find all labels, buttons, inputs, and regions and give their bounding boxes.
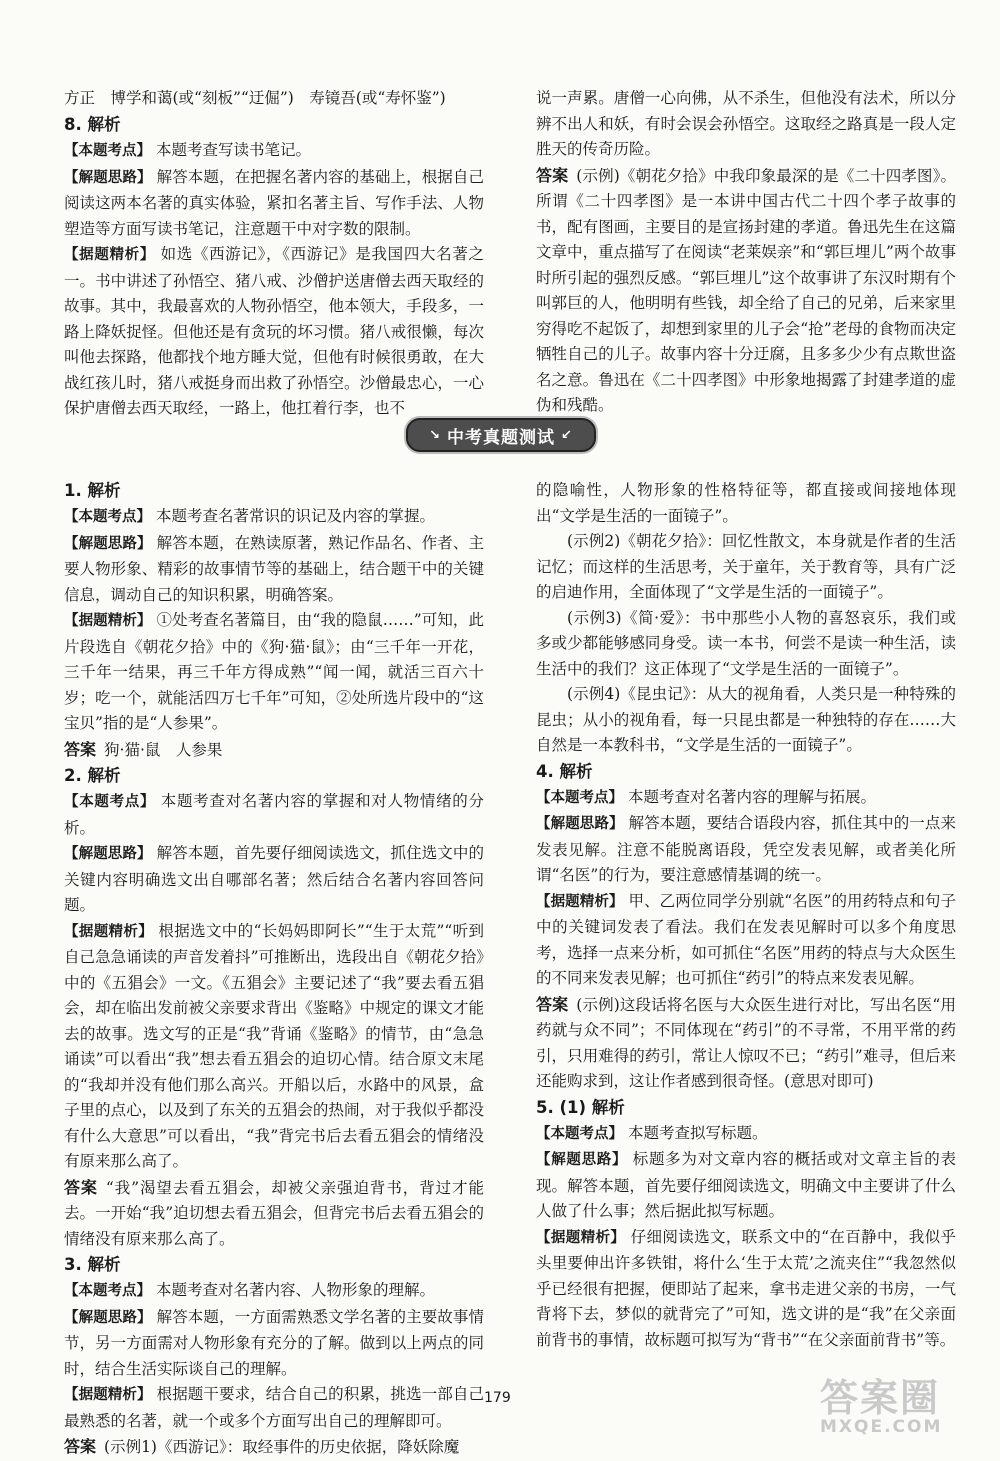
watermark-logo: [820, 1378, 990, 1438]
q4-jingxi: 【据题精析】 甲、乙两位同学分别就“名医”的用药特点和句子中的关键词发表了看法。我们在发表见解时可以多个角度思考，选择一点来分析，如可抓住“名医”用药的特点与大众医生的不同来发表见解；也可抓住“药引”的特点来发表见解。: [536, 891, 957, 987]
q4-heading: 4. 解析: [536, 761, 593, 781]
q8-jingxi: 【据题精析】 如选《西游记》，《西游记》是我国四大名著之一。书中讲述了孙悟空、猪八戒、沙僧护送唐僧去西天取经的故事。其中，我最喜欢的人物孙悟空，他本领大，手段多，一路上降妖捉怪。但他还是有贪玩的坏习惯。猪八戒很懒，每次叫他去探路，他都找个地方睡大觉，但他有时候很勇敢，在大战红孩儿时，猪八戒挺身而出救了孙悟空。沙僧最忠心，一心保护唐僧去西天取经，一路上，他扛着行李，也不: [64, 245, 484, 417]
q5-heading: 5. (1) 解析: [536, 1097, 625, 1117]
q2-heading: 2. 解析: [64, 766, 121, 785]
q2-kaodian: 【本题考点】 本题考查对名著内容的掌握和对人物情绪的分析。: [64, 792, 484, 837]
q1-kaodian: 【本题考点】 本题考查名著常识的识记及内容的掌握。: [64, 507, 435, 525]
page-number: 179: [484, 1390, 511, 1406]
q3-answer-continuation: 的隐喻性，人物形象的性格特征等，都直接或间接地体现出“文学是生活的一面镜子”。: [536, 481, 956, 525]
q7-answer-continuation: 方正 博学和蔼(或“刻板”“迂倔”) 寿镜吾(或“寿怀鉴”): [64, 89, 446, 107]
banner-title: 中考真题测试: [447, 427, 555, 448]
q3-example-4: (示例4)《昆虫记》：从大的视角看，人类只是一种特殊的昆虫；从小的视角看，每一只昆虫都是一种独特的存在……大自然是一本教科书，“文学是生活的一面镜子”。: [536, 685, 956, 754]
q4-answer: 答案 (示例)这段话将名医与大众医生进行对比，写出名医“用药就与众不同”；不同体现在“药引”的不寻常，不用平常的药引，只用难得的药引，常让人惊叹不已；“药引”难寻，但后来还能购求到，这让作者感到很奇怪。(意思对即可): [536, 994, 956, 1090]
q2-jingxi: 【据题精析】 根据选文中的“长妈妈即阿长”“生于太荒”“听到自己急急诵读的声音发着抖”可推断出，选段出自《朝花夕拾》中的《五猖会》一文。《五猖会》主要记述了“我”要去看五猖会，却在临出发前被父亲要求背出《鉴略》中规定的课文才能去的故事。选文写的正是“我”背诵《鉴略》的情节，由“急急诵读”可以看出“我”想去看五猖会的迫切心情。结合原文末尾的“我却并没有他们那么高兴。开船以后，水路中的风景，盒子里的点心，以及到了东关的五猖会的热闹，对于我似乎都没有什么大意思”可以看出，“我”背完书后去看五猖会的情绪没有原来那么高了。: [64, 921, 485, 1170]
watermark-url: MXQE.COM: [820, 1417, 943, 1437]
q8-answer: 答案 (示例)《朝花夕拾》中我印象最深的是《二十四孝图》。所谓《二十四孝图》是一本讲中国古代二十四个孝子故事的书，配有图画，主要目的是宣扬封建的孝道。鲁迅先生在这篇文章中，重点描写了在阅读“老莱娱亲”和“郭巨埋儿”两个故事时所引起的强烈反感。“郭巨埋儿”这个故事讲了东汉时期有个叫郭巨的人，他明明有些钱，却全给了自己的兄弟，后来家里穷得吃不起饭了，却想到家里的儿子会“抢”老母的食物而决定牺牲自己的儿子。故事内容十分迂腐，且多多少少有点欺世盗名之意。鲁迅在《二十四孝图》中形象地揭露了封建孝道的虚伪和残酷。: [536, 165, 956, 414]
q1-heading: 1. 解析: [64, 481, 121, 500]
q3-silu: 【解题思路】 解答本题，一方面需熟悉文学名著的主要故事情节，另一方面需对人物形象有充分的了解。做到以上两点的同时，结合生活实际谈自己的理解。: [64, 1307, 484, 1378]
q1-answer: 答案 狗·猫·鼠 人参果: [64, 739, 223, 759]
watermark-text: 答案圈: [820, 1376, 941, 1420]
q3-jingxi: 【据题精析】 根据题干要求，结合自己的积累，挑选一部自己最熟悉的名著，就一个或多个方面写出自己的理解即可。: [64, 1385, 484, 1430]
banner-right-deco-icon: ↙: [561, 427, 573, 443]
q3-kaodian: 【本题考点】 本题考查对名著内容、人物形象的理解。: [64, 1281, 435, 1299]
q8-jingxi-continuation: 说一声累。唐僧一心向佛，从不杀生，但他没有法术，所以分辨不出人和妖，有时会误会孙悟空。这取经之路真是一段人定胜天的传奇历险。: [536, 89, 956, 158]
q3-answer: 答案 (示例1)《西游记》：取经事件的历史依据，降妖除魔: [64, 1437, 460, 1456]
q8-kaodian: 【本题考点】 本题考查写读书笔记。: [64, 141, 311, 159]
q4-kaodian: 【本题考点】 本题考查对名著内容的理解与拓展。: [536, 787, 876, 806]
q8-silu: 【解题思路】 解答本题，在把握名著内容的基础上，根据自己阅读这两本名著的真实体验，紧扣名著主旨、写作手法、人物塑造等方面写读书笔记，注意题干中对字数的限制。: [64, 167, 484, 238]
q1-silu: 【解题思路】 解答本题，在熟读原著，熟记作品名、作者、主要人物形象、精彩的故事情节等的基础上，结合题干中的关键信息，调动自己的知识积累，明确答案。: [64, 533, 484, 604]
q8-heading: 8. 解析: [64, 115, 121, 134]
q5-kaodian: 【本题考点】 本题考查拟写标题。: [536, 1123, 768, 1142]
q5-jingxi: 【据题精析】 仔细阅读选文，联系文中的“在百静中，我似乎头里要伸出许多铁钳，将什么‘生于太荒’之流夹住”“我忽然似乎已经很有把握，便即站了起来，拿书走进父亲的书房，一气背将下去，梦似的就背完了”可知，选文讲的是“我”在父亲面前背书的事情，故标题可拟写为“背书”“在父亲面前背书”等。: [536, 1227, 956, 1349]
q3-example-2: (示例2)《朝花夕拾》：回忆性散文，本身就是作者的生活记忆；而这样的生活思考，关于童年，关于教育等，具有广泛的启迪作用，全面体现了“文学是生活的一面镜子”。: [536, 532, 956, 601]
q2-answer: 答案 “我”渴望去看五猖会，却被父亲强迫背书，背过才能去。一开始“我”迫切想去看五猖会，但背完书后去看五猖会的情绪没有原来那么高了。: [64, 1177, 484, 1248]
section-banner: [406, 418, 596, 452]
q4-silu: 【解题思路】 解答本题，要结合语段内容，抓住其中的一点来发表见解。注意不能脱离语段，凭空发表见解，或者美化所谓“名医”的行为，要注意感情基调的统一。: [536, 814, 956, 884]
banner-left-deco-icon: ↘: [429, 427, 441, 443]
q3-example-3: (示例3)《简·爱》：书中那些小人物的喜怒哀乐，我们或多或少都能够感同身受。读一本书，何尝不是读一种生活，读生活中的我们？这正体现了“文学是生活的一面镜子”。: [536, 608, 956, 678]
q1-jingxi: 【据题精析】 ①处考查名著篇目，由“我的隐鼠……”可知，此片段选自《朝花夕拾》中的《狗·猫·鼠》；由“三千年一开花，三千年一结果，再三千年方得成熟”“闻一闻，就活三百六十岁；吃一个，就能活四万七千年”可知，②处所选片段中的“这宝贝”指的是“人参果”。: [64, 611, 484, 732]
q2-silu: 【解题思路】 解答本题，首先要仔细阅读选文，抓住选文中的关键内容明确选文出自哪部名著；然后结合名著内容回答问题。: [64, 844, 484, 914]
q5-silu: 【解题思路】 标题多为对文章内容的概括或对文章主旨的表现。解答本题，首先要仔细阅读选文，明确文中主要讲了什么人做了什么事；然后据此拟写标题。: [536, 1150, 956, 1220]
q3-heading: 3. 解析: [64, 1255, 121, 1274]
